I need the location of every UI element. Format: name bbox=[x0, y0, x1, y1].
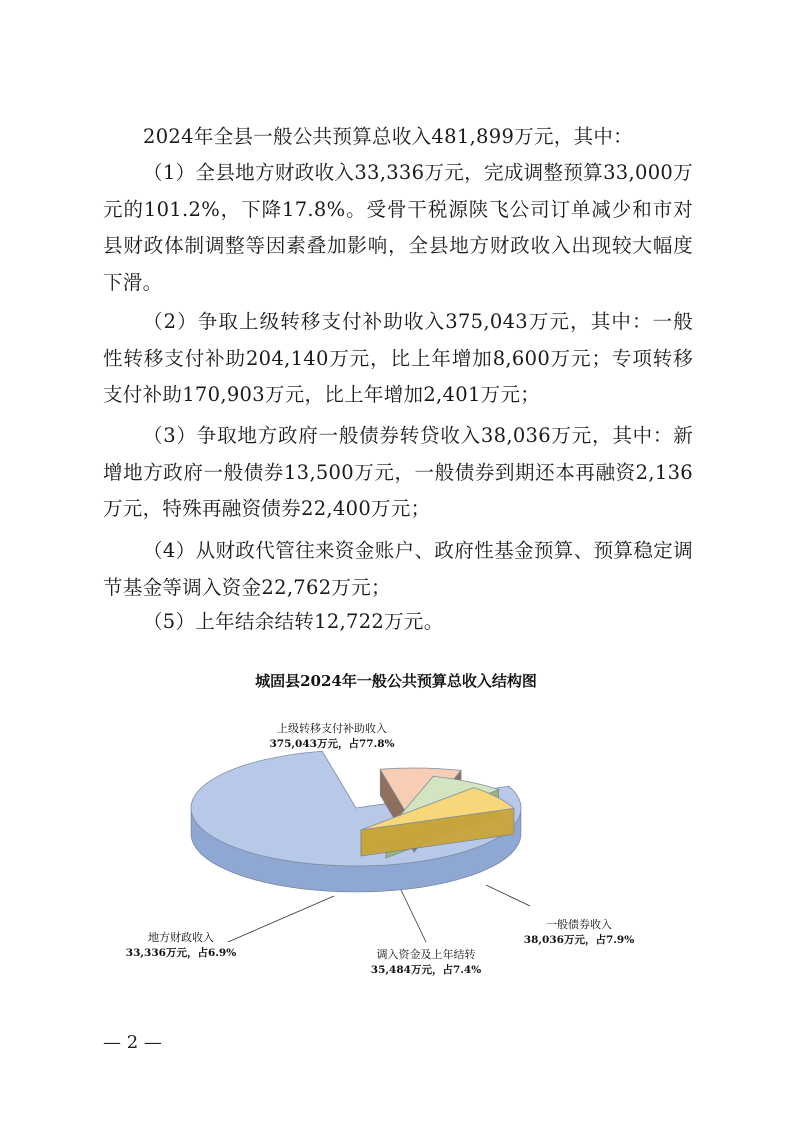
leader-line-3 bbox=[228, 896, 334, 942]
slice-label-2: 调入资金及上年结转 bbox=[376, 948, 476, 961]
slice-value-label-1: 38,036万元，占7.9% bbox=[523, 934, 635, 946]
pie-chart-svg bbox=[116, 660, 676, 980]
slice-label-0: 上级转移支付补助收入 bbox=[277, 722, 387, 735]
paragraph-item-5: （5）上年结余结转12,722万元。 bbox=[143, 610, 444, 633]
chart-title: 城固县2024年一般公共预算总收入结构图 bbox=[255, 672, 537, 690]
paragraph-item-1: （1）全县地方财政收入33,336万元，完成调整预算33,000万元的101.2%，下降17.8%。受骨干税源陕飞公司订单减少和市对县财政体制调整等因素叠加影响，全县地方财政收入出现较大幅度下滑。 bbox=[103, 161, 693, 294]
paragraph-item-4: （4）从财政代管往来资金账户、政府性基金预算、预算稳定调节基金等调入资金22,762万元； bbox=[103, 539, 693, 599]
paragraph-item-3: （3）争取地方政府一般债券转贷收入38,036万元，其中：新增地方政府一般债券13,500万元，一般债券到期还本再融资2,136万元，特殊再融资债券22,400万元； bbox=[103, 424, 693, 520]
slice-value-label-0: 375,043万元，占77.8% bbox=[269, 738, 395, 750]
paragraph-item-2: （2）争取上级转移支付补助收入375,043万元，其中：一般性转移支付补助204,140万元，比上年增加8,600万元；专项转移支付补助170,903万元，比上年增加2,401万元； bbox=[103, 310, 693, 406]
leader-line-2 bbox=[401, 890, 426, 942]
leader-line-1 bbox=[486, 885, 530, 906]
slice-value-label-3: 33,336万元，占6.9% bbox=[125, 947, 237, 959]
paragraph-intro: 2024年全县一般公共预算总收入481,899万元，其中： bbox=[143, 125, 633, 148]
slice-label-3: 地方财政收入 bbox=[148, 931, 214, 944]
pie-chart bbox=[116, 660, 676, 980]
page-number: — 2 — bbox=[103, 1032, 162, 1053]
slice-value-label-2: 35,484万元，占7.4% bbox=[370, 964, 482, 976]
slice-label-1: 一般债券收入 bbox=[546, 918, 612, 931]
